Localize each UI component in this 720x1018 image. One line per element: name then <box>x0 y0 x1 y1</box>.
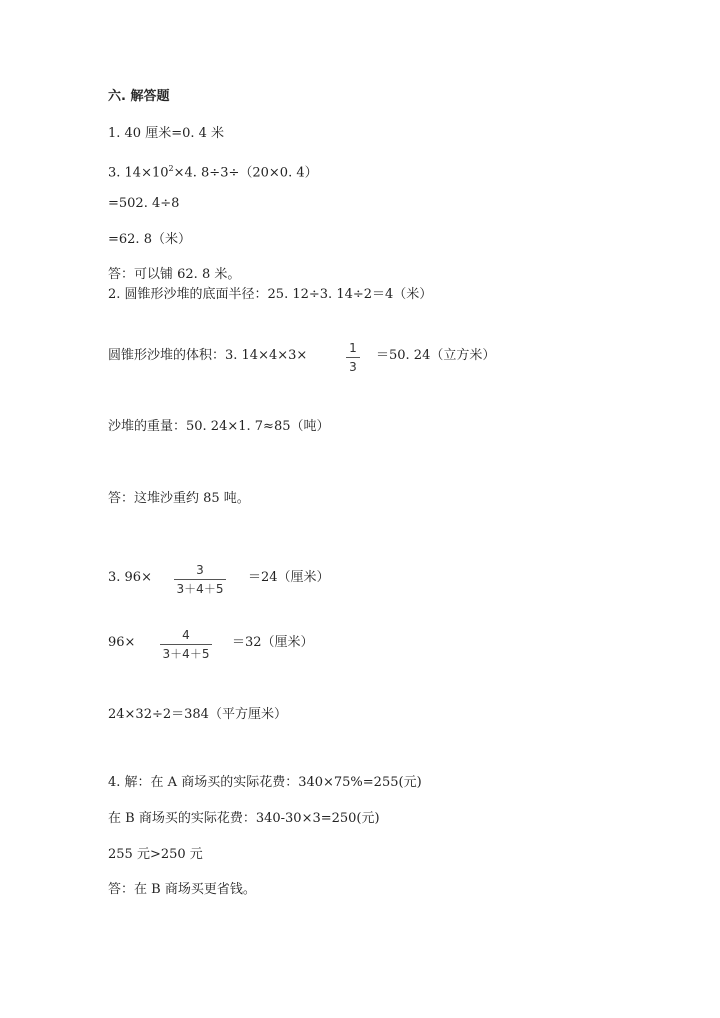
q3-fraction-1-denominator: 3＋4＋5 <box>176 582 224 596</box>
q2-line-2-prefix: 圆锥形沙堆的体积：3. 14×4×3× <box>108 348 308 363</box>
q1-line-2-b: ×4. 8÷3÷（20×0. 4） <box>173 165 318 181</box>
q3-fraction-1-numerator: 3 <box>196 563 204 577</box>
q1-line-2-a: 3. 14×10 <box>108 165 169 181</box>
fraction-bar <box>174 579 226 580</box>
q4-line-2: 在 B 商场买的实际花费：340-30×3=250(元) <box>108 811 380 826</box>
q3-line-2-prefix: 96× <box>108 635 136 650</box>
q1-line-2 <box>108 160 318 182</box>
q4-line-3: 255 元>250 元 <box>108 847 203 862</box>
q3-fraction-2-numerator: 4 <box>182 628 190 642</box>
fraction-bar <box>160 644 212 645</box>
q1-line-2-sup: 2 <box>168 164 174 173</box>
q2-fraction <box>346 341 360 374</box>
section-title: 六. 解答题 <box>108 89 170 104</box>
q3-fraction-1 <box>174 563 226 596</box>
q2-line-3: 沙堆的重量：50. 24×1. 7≈85（吨） <box>108 419 330 434</box>
q1-line-4: =62. 8（米） <box>108 232 191 247</box>
q3-line-1-prefix: 3. 96× <box>108 570 152 585</box>
q2-answer: 答：这堆沙重约 85 吨。 <box>108 491 250 506</box>
q4-answer: 答：在 B 商场买更省钱。 <box>108 882 256 897</box>
q3-line-3: 24×32÷2＝384（平方厘米） <box>108 707 287 722</box>
q3-line-1-suffix: ＝24（厘米） <box>248 570 330 585</box>
q3-fraction-2-denominator: 3＋4＋5 <box>162 647 210 661</box>
q2-fraction-numerator: 1 <box>349 341 357 355</box>
q4-line-1: 4. 解：在 A 商场买的实际花费：340×75%=255(元) <box>108 775 422 790</box>
q2-fraction-denominator: 3 <box>349 360 357 374</box>
q2-line-2-suffix: ＝50. 24（立方米） <box>376 348 496 363</box>
q1-line-3: =502. 4÷8 <box>108 196 180 211</box>
q1-answer: 答：可以铺 62. 8 米。 <box>108 267 241 282</box>
q2-line-1: 2. 圆锥形沙堆的底面半径：25. 12÷3. 14÷2＝4（米） <box>108 287 433 302</box>
q3-fraction-2 <box>160 628 212 661</box>
q1-line-1: 1. 40 厘米=0. 4 米 <box>108 126 225 141</box>
fraction-bar <box>346 357 360 358</box>
q3-line-2-suffix: ＝32（厘米） <box>232 635 314 650</box>
